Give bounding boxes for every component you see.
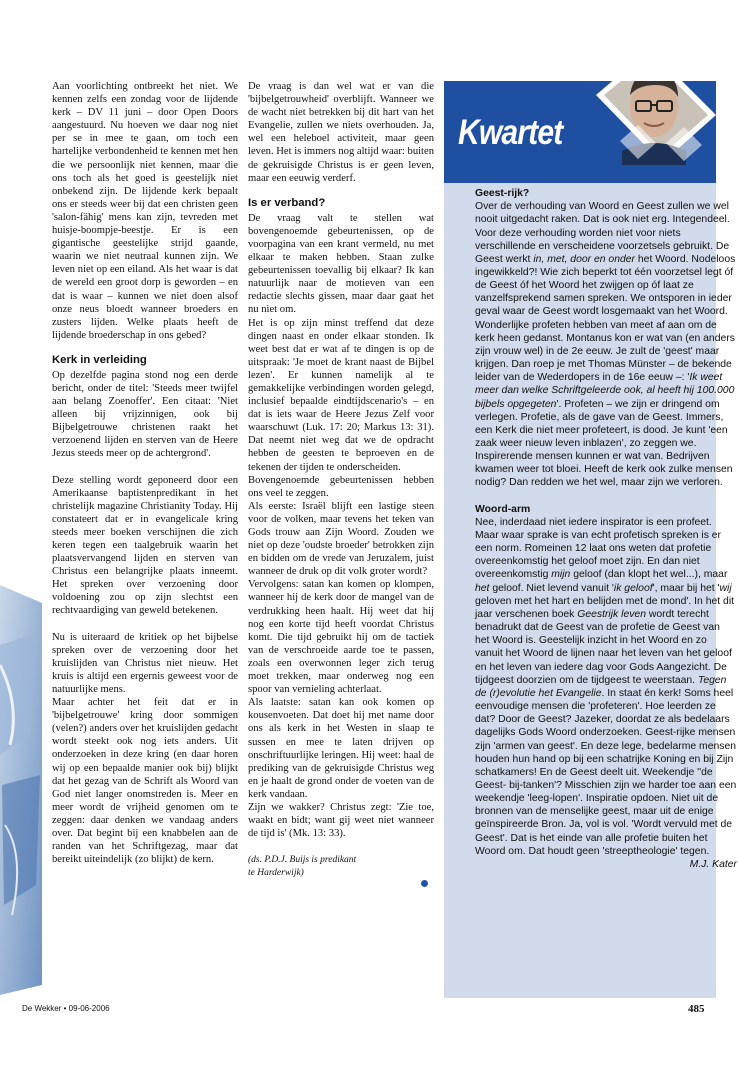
paragraph: Het is op zijn minst treffend dat deze dingen naast en onder elkaar stonden. Ik weet best dat er wat af te dingen is op de uitspraak: 'Je moet de krant naast de Bijbel lezen'. Er kunnen namelijk al te gemakkelijke verbindingen worden gelegd, inclusief bepaalde eindtijdscenario's – en dat is iets waar de Heere Jezus Zelf voor waarschuwt (Luk. 17: 20; Markus 13: 31). Dat neemt niet weg dat we de opdracht hebben de geesten te beproeven en de tekenen der tijden te onderscheiden. [248,317,434,473]
end-of-article-dot [421,880,428,887]
author-portrait [586,81,716,183]
emphasis: in, met, door en onder [533,253,635,265]
paragraph: De vraag valt te stellen wat bovengenoemde gebeurtenissen, op de voorpagina van een krant vermeld, nu met elkaar te maken hebben. Staan zulke gebeurtenissen toevallig bij elkaar? Ik kan natuurlijk naar de motieven van een redactie slechts gissen, maar daar gaat het nu niet om. [248,212,434,316]
article-column-1 [52,80,238,866]
sidebar-heading: Geest-rijk? [475,188,530,199]
footer-publication: De Wekker • 09-06-2006 [22,1004,110,1013]
emphasis: Tegen de (r)evolutie het Evangelie [475,674,727,699]
paragraph: Aan voorlichting ontbreekt het niet. We kennen zelfs een zondag voor de lijdende kerk – DV 11 juni – door Open Doors aangestuurd. Nu hoeven we daar nog niet per se in mee te gaan, om toch een hartelijke verbondenheid te kennen met hen die we persoonlijk niet kennen, maar die ons toch als het goed is geestelijk niet onbekend zijn. De lijdende kerk bepaalt ons er steeds weer bij dat een christen geen 'salon-fähig' mens kan zijn, tevreden met huisje-boompje-beestje. Er is een gigantische geestelijke strijd gaande, waarin we niet neutraal kunnen zijn. We leven niet op een eiland. Als het waar is dat de wereld een groot dorp is geworden – en dat is waar – kunnen we niet doen alsof onze neus bloedt wanneer broeders en zusters lijden. Welke plaats heeft de lijdende broederschap in ons gebed? [52,81,238,341]
decorative-image-strip [0,585,42,995]
paragraph: Op dezelfde pagina stond nog een derde bericht, onder de titel: 'Steeds meer twijfel aan belang Zoenoffer'. Een citaat: 'Niet alleen bij vrijzinnigen, ook bij Bijbelgetrouwe christenen raakt het verzoenend lijden en sterven van de Heere Jezus steeds meer op de achtergrond'. [52,369,238,460]
sidebar-heading: Woord-arm [475,503,531,515]
author-note-line-1: (ds. P.D.J. Buijs is predikant [248,855,357,866]
section-heading: Is er verband? [248,196,326,209]
emphasis: mijn [551,569,571,581]
sidebar-paragraph [475,516,737,870]
text-run: wordt terecht benadrukt dat de Geest van de profetie de Geest van het Woord is. Geestelijk inzicht in het Woord en zo vanuit het Woord de lijnen naar het leven van het geloof en het leven van iedere dag voor Gods Aangezicht. De tijdgeest doorzien om de tijdgeest te weerstaan. [475,608,732,686]
paragraph: Nu is uiteraard de kritiek op het bijbelse spreken over de verzoening door het kruislijden van Christus niet nieuw. Het kruis is altijd een ergernis geweest voor de natuurlijke mens. [52,631,238,695]
text-run: . In staat én kerk! Soms heel eenvoudige mensen die 'profeteren'. Hoe leerden ze dat? Door de Geest? Jazeker, doordat ze als bedelaars dagelijks Gods Woord onderzoeken. Geest-rijke mensen zijn 'armen van geest'. En deze lege, bedelarme mensen houden hun hand op bij een schatrijke Koning en bij Zijn schatkamers! En de Geest deelt uit. Weekendje ''de Geest- bij-tanken'? Misschien zijn we harder toe aan een weekendje 'leeg-lopen'. Inspiratie opdoen. Niet uit de bronnen van de menselijke geest, maar uit de enige geïnspireerde Bron. Ja, vol is vol. 'Wordt vervuld met de Geest'. Dat is het einde van alle profetie buiten het Woord om. Dat houdt geen 'streeptheologie' tegen. [475,687,737,857]
sidebar-signature: M.J. Kater [689,858,737,870]
author-note [248,854,434,880]
paragraph: Als laatste: satan kan ook komen op kousenvoeten. Dat doet hij met name door ons als kerk in het Westen in slaap te sussen en mee te laten drijven op onschriftuurlijke leringen. Hij weet: haal de prediking van de gekruisigde Christus weg en je haalt de grond onder de voeten van de kerk vandaan. [248,697,434,800]
sidebar-banner [444,81,716,183]
paragraph: De vraag is dan wel wat er van die 'bijbelgetrouwheid' overblijft. Wanneer we de wacht niet betrekken bij dit hart van het Evangelie, zullen we niets overhouden. Ja, wel een heleboel activiteit, maar geen leven. Het is immers nog altijd waar: buiten de gekruisigde Christus is er geen leven, maar een eeuwig verderf. [248,81,434,184]
text-run: geloven met het hart en belijden met de mond'. In het dit jaar verschenen boek [475,595,735,620]
emphasis: het [475,582,490,594]
paragraph: Zijn we wakker? Christus zegt: 'Zie toe, waakt en bidt; want gij weet niet wanneer de tijd is' (Mk. 13: 33). [248,801,434,840]
text-run: Over de verhouding van Woord en Geest zullen we wel nooit uitgedacht raken. Dat is ook niet erg. Integendeel. Voor deze verhouding worden niet voor niets verschillende en verscheidene voorzetsels gebruikt. De Geest werkt [475,201,730,265]
section-heading: Kerk in verleiding [52,353,147,366]
text-run: geloof. Niet levend vanuit ' [489,582,614,594]
text-run: geloof (dan klopt het wel...), maar [570,569,728,581]
emphasis: wij [719,582,732,594]
emphasis: Geestrijk leven [577,608,646,620]
emphasis: Ik weet meer dan welke Schriftgeleerde ook, al heeft hij 100.000 bijbels opgegeten [475,372,735,410]
kwartet-sidebar [444,81,737,998]
paragraph: Als eerste: Israël blijft een lastige steen voor de volken, maar tevens het teken van Gods trouw aan Zijn Woord. Zouden we niet op deze 'oudste broeder' betrokken zijn en bidden om de vrede van Jeruzalem, juist wanneer de druk op dit volk groter wordt? [248,500,434,578]
text-run: '. Profeten – we zijn er dringend om verlegen. Profetie, als de gave van de Geest. Immers, een Kerk die niet meer profeteert, is dood. Je kunt 'een zaak weer nieuw leven inblazen', zo zeggen we. Inspirerende mensen kunnen er wat van. Bedrijven kwamen weer tot bloei. Heeft de kerk ook zulke mensen nodig? Dan redden we het wel, maar zijn we verloren. [475,398,733,489]
emphasis: ik geloof [613,582,653,594]
sidebar-paragraph [475,200,737,489]
text-run: ', maar bij het ' [652,582,720,594]
text-run: het Woord. Nodeloos ingewikkeld?! Wie zich beperkt tot één voorzetsel legt óf de Geest óf het Woord het zwijgen op óf laat ze vanzelfsprekend samen spreken. We ontsporen in ieder geval waar de Geest wordt losgemaakt van het Woord. Wonderlijke profeten hebben van meet af aan om de kerk heen gedanst. Montanus kon er wat van (en anders zijn vrouw wel) in de 2e eeuw. Je zult de 'geest' maar krijgen. Dan roep je met Thomas Münster – de bekende leider van de Wederdopers in de 16e eeuw –: ' [475,253,736,384]
paragraph: Bovengenoemde gebeurtenissen hebben ons veel te zeggen. [248,474,434,499]
paragraph: Maar achter het feit dat er in 'bijbelgetrouwe' kring door sommigen (velen?) anders over het kruislijden gedacht wordt steekt ook nog iets anders. Uit onderzoeken in deze kring (en daar horen wij op een bepaalde manier ook bij) blijkt dat het gezag van de Schrift als Woord van God niet langer onomstreden is. Meer en meer wordt de vrijheid genomen om te zeggen: daar denken we vandaag anders over. Dat begint bij een knabbelen aan de randen van het Schriftgezag, maar dat bereikt uiteindelijk (zo blijkt) de kern. [52,697,238,866]
paragraph: Deze stelling wordt geponeerd door een Amerikaanse baptistenpredikant in het christelijk magazine Christianity Today. Hij constateert dat er in evangelicale kring steeds meer boeken verschijnen die zich keren tegen een taalgebruik waarin het plaatsvervangend lijden en sterven van Christus een belangrijke plaats inneemt. Het spreken over verzoening door voldoening zou op zijn slechtst een rechtvaardiging van geweld betekenen. [52,474,238,617]
paragraph: Vervolgens: satan kan komen op klompen, wanneer hij de kerk door de mangel van de verdrukking heen haalt. Hij weet dat hij nog een korte tijd heeft voordat Christus komt. Die tijd gebruikt hij om de tactiek van de verschroeide aarde toe te passen, zoals een overwonnen leger zich terug moet trekken, maar onderweg nog een spoor van vernieling achterlaat. [248,579,434,696]
sidebar-title: Kwartet [458,113,563,152]
text-run: Nee, inderdaad niet iedere inspirator is een profeet. Maar waar sprake is van echt profetisch spreken is er een norm. Romeinen 12 laat ons weten dat profetie overeenkomstig het geloof moet zijn. En dan niet overeenkomstig [475,516,722,581]
author-note-line-2: te Harderwijk) [248,868,304,879]
article-column-2 [248,80,434,880]
page-number: 485 [688,1003,705,1015]
sidebar-body [475,187,737,871]
